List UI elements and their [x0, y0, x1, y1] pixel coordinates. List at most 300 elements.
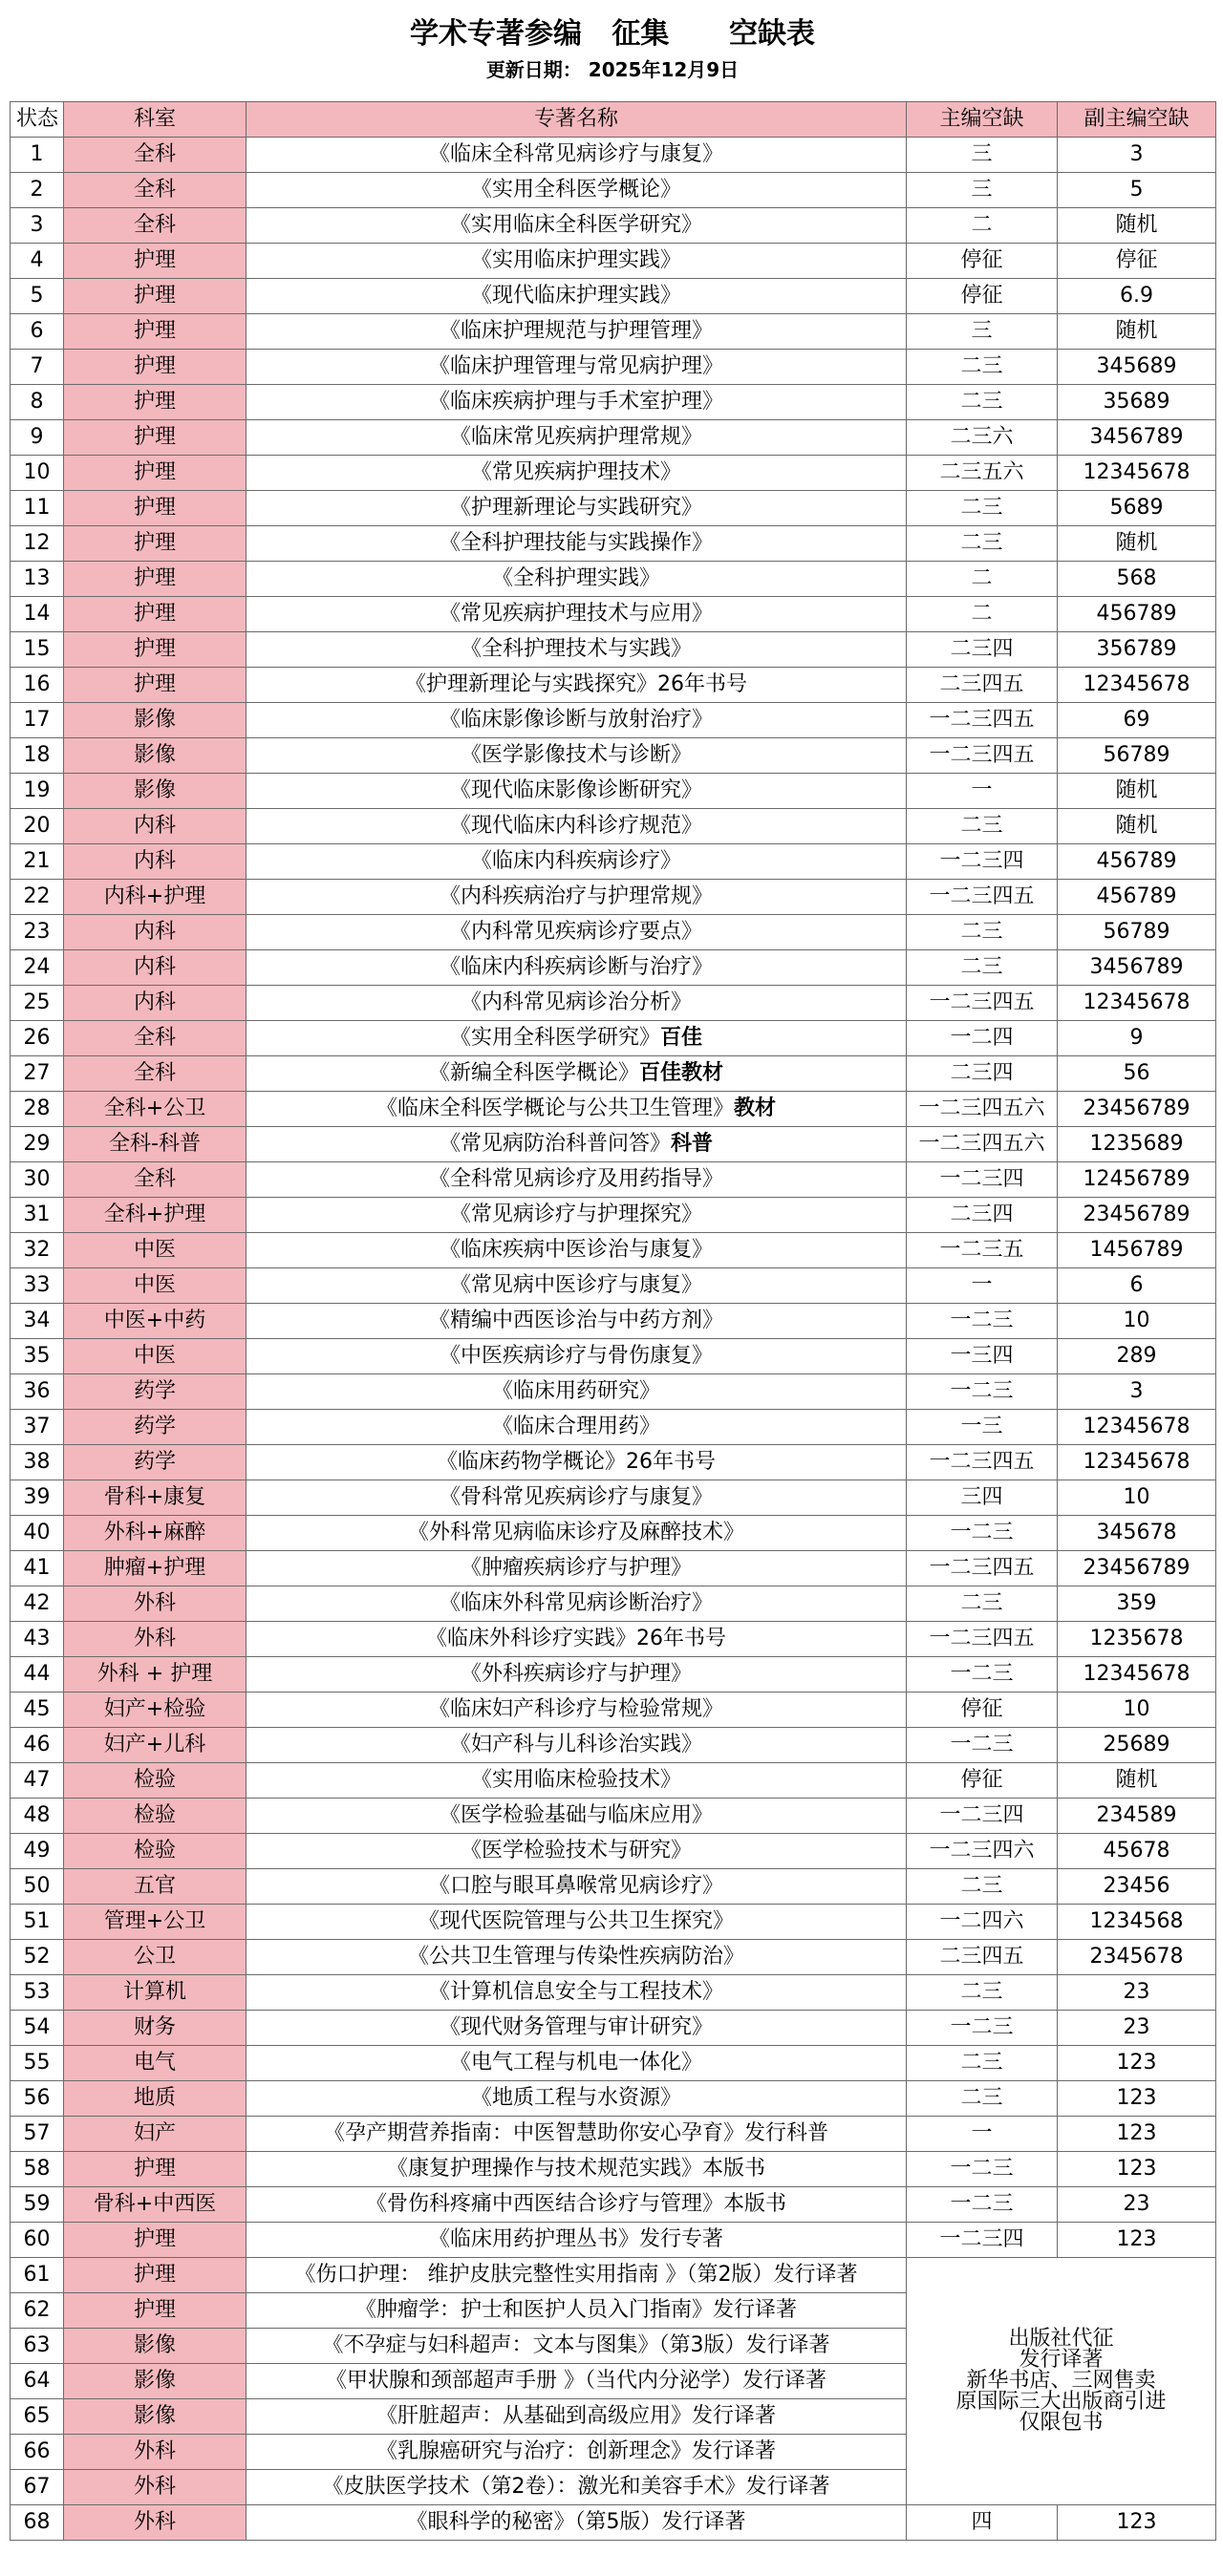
- sheet-header: [10, 8, 1215, 101]
- book-title-cell: [247, 1021, 907, 1056]
- table-row: [11, 1021, 1216, 1056]
- book-title-cell: [247, 1339, 907, 1374]
- book-title-cell: [247, 844, 907, 880]
- chief-editor-vacancy: 一二三四: [907, 844, 1058, 880]
- row-number: 37: [11, 1410, 64, 1445]
- row-number: 56: [11, 2081, 64, 2117]
- table-row: [11, 2152, 1216, 2187]
- department-cell: 地质: [64, 2081, 247, 2117]
- chief-editor-vacancy: 一二三四五: [907, 738, 1058, 774]
- row-number: 22: [11, 880, 64, 915]
- department-cell: 外科: [64, 2505, 247, 2541]
- deputy-editor-vacancy: 随机: [1058, 314, 1216, 350]
- row-number: 54: [11, 2011, 64, 2046]
- update-date: 更新日期： 2025年12月9日: [485, 58, 740, 81]
- chief-editor-vacancy: 一二三四五六: [907, 1127, 1058, 1162]
- deputy-editor-vacancy: 10: [1058, 1692, 1216, 1728]
- deputy-editor-vacancy: 359: [1058, 1586, 1216, 1622]
- row-number: 30: [11, 1162, 64, 1198]
- book-title: 《乳腺癌研究与治疗：创新理念》发行译著: [375, 2439, 776, 2463]
- deputy-editor-vacancy: 1235678: [1058, 1622, 1216, 1657]
- chief-editor-vacancy: 一二三四六: [907, 1834, 1058, 1869]
- department-cell: 影像: [64, 2399, 247, 2435]
- deputy-editor-vacancy: 3456789: [1058, 950, 1216, 986]
- book-title: 《现代临床护理实践》: [470, 284, 681, 308]
- book-title-cell: [247, 1445, 907, 1480]
- book-title-highlight: 科普: [671, 1132, 714, 1156]
- book-title: 《常见疾病护理技术》: [470, 460, 681, 484]
- chief-editor-vacancy: 一: [907, 1268, 1058, 1304]
- book-title: 《全科护理实践》: [491, 566, 660, 590]
- chief-editor-vacancy: 一二三: [907, 2011, 1058, 2046]
- book-title-cell: [247, 562, 907, 597]
- book-title: 《现代临床内科诊疗规范》: [449, 814, 702, 838]
- row-number: 23: [11, 915, 64, 950]
- book-title: 《骨科常见疾病诊疗与康复》: [439, 1485, 713, 1509]
- chief-editor-vacancy: 三四: [907, 1480, 1058, 1516]
- row-number: 64: [11, 2364, 64, 2399]
- book-title: 《中医疾病诊疗与骨伤康复》: [439, 1344, 713, 1368]
- department-cell: 护理: [64, 562, 247, 597]
- table-row: [11, 915, 1216, 950]
- table-row: [11, 2187, 1216, 2223]
- table-row: [11, 1728, 1216, 1763]
- chief-editor-vacancy: 一二三四五: [907, 880, 1058, 915]
- chief-editor-vacancy: 二三四: [907, 1056, 1058, 1092]
- chief-editor-vacancy: 二: [907, 562, 1058, 597]
- row-number: 61: [11, 2258, 64, 2293]
- book-title-cell: [247, 314, 907, 350]
- deputy-editor-vacancy: 2345678: [1058, 1940, 1216, 1975]
- book-title-cell: [247, 1198, 907, 1233]
- book-title-cell: [247, 632, 907, 668]
- book-title-highlight: 教材: [734, 1096, 777, 1120]
- table-row: [11, 2011, 1216, 2046]
- deputy-editor-vacancy: 123: [1058, 2046, 1216, 2081]
- book-title: 《临床外科诊疗实践》26年书号: [426, 1627, 726, 1650]
- row-number: 5: [11, 279, 64, 314]
- department-cell: 中医: [64, 1233, 247, 1268]
- book-title-cell: [247, 385, 907, 420]
- book-title: 《临床常见疾病护理常规》: [449, 425, 702, 449]
- row-number: 33: [11, 1268, 64, 1304]
- chief-editor-vacancy: 二三: [907, 915, 1058, 950]
- deputy-editor-vacancy: 12345678: [1058, 986, 1216, 1021]
- row-number: 66: [11, 2435, 64, 2470]
- book-title: 《甲状腺和颈部超声手册 》（当代内分泌学）发行译著: [326, 2369, 826, 2393]
- department-cell: 电气: [64, 2046, 247, 2081]
- row-number: 13: [11, 562, 64, 597]
- book-title: 《地质工程与水资源》: [470, 2086, 681, 2110]
- row-number: 47: [11, 1763, 64, 1799]
- row-number: 52: [11, 1940, 64, 1975]
- chief-editor-vacancy: 二: [907, 597, 1058, 632]
- book-title: 《内科疾病治疗与护理常规》: [439, 884, 713, 908]
- row-number: 6: [11, 314, 64, 350]
- book-title: 《现代医院管理与公共卫生探究》: [418, 1909, 734, 1933]
- deputy-editor-vacancy: 12456789: [1058, 1162, 1216, 1198]
- note-line: 出版社代征: [1008, 2327, 1114, 2351]
- book-title: 《临床用药护理丛书》发行专著: [428, 2227, 723, 2251]
- col-header-deputy-vacancy: 副主编空缺: [1058, 102, 1216, 138]
- book-title: 《康复护理操作与技术规范实践》本版书: [386, 2157, 765, 2181]
- book-title: 《伤口护理： 维护皮肤完整性实用指南 》（第2版）发行译著: [294, 2263, 858, 2287]
- department-cell: 财务: [64, 2011, 247, 2046]
- deputy-editor-vacancy: 23: [1058, 2011, 1216, 2046]
- department-cell: 妇产+检验: [64, 1692, 247, 1728]
- department-cell: 护理: [64, 314, 247, 350]
- book-title: 《实用临床全科医学研究》: [449, 213, 702, 237]
- chief-editor-vacancy: 二三: [907, 385, 1058, 420]
- book-title-highlight: 百佳: [660, 1026, 703, 1050]
- deputy-editor-vacancy: 56789: [1058, 738, 1216, 774]
- book-title-cell: [247, 2435, 907, 2470]
- deputy-editor-vacancy: 23456: [1058, 1869, 1216, 1905]
- table-row: [11, 1445, 1216, 1480]
- book-title-cell: [247, 1657, 907, 1692]
- book-title: 《眼科学的秘密》（第5版）发行译著: [406, 2510, 746, 2534]
- row-number: 67: [11, 2470, 64, 2505]
- table-row: [11, 986, 1216, 1021]
- book-title: 《妇产科与儿科诊治实践》: [449, 1733, 702, 1756]
- row-number: 26: [11, 1021, 64, 1056]
- book-title: 《肝脏超声：从基础到高级应用》发行译著: [375, 2404, 776, 2428]
- book-title-cell: [247, 244, 907, 279]
- department-cell: 妇产: [64, 2117, 247, 2152]
- row-number: 2: [11, 173, 64, 208]
- table-row: [11, 2258, 1216, 2293]
- deputy-editor-vacancy: 12345678: [1058, 1410, 1216, 1445]
- table-row: [11, 456, 1216, 491]
- book-title-cell: [247, 1162, 907, 1198]
- book-title-cell: [247, 1622, 907, 1657]
- book-title: 《临床护理管理与常见病护理》: [428, 354, 723, 378]
- table-row: [11, 1692, 1216, 1728]
- department-cell: 全科: [64, 138, 247, 173]
- deputy-editor-vacancy: 234589: [1058, 1799, 1216, 1834]
- book-title: 《临床护理规范与护理管理》: [439, 319, 713, 343]
- deputy-editor-vacancy: 1234568: [1058, 1905, 1216, 1940]
- department-cell: 护理: [64, 668, 247, 703]
- book-title: 《护理新理论与实践探究》26年书号: [405, 672, 747, 696]
- deputy-editor-vacancy: 10: [1058, 1304, 1216, 1339]
- chief-editor-vacancy: 一三四: [907, 1339, 1058, 1374]
- deputy-editor-vacancy: 1235689: [1058, 1127, 1216, 1162]
- book-title: 《孕产期营养指南：中医智慧助你安心孕育》发行科普: [323, 2121, 828, 2145]
- row-number: 4: [11, 244, 64, 279]
- book-title: 《外科常见病临床诊疗及麻醉技术》: [407, 1521, 744, 1544]
- row-number: 55: [11, 2046, 64, 2081]
- book-title-cell: [247, 2152, 907, 2187]
- department-cell: 护理: [64, 632, 247, 668]
- book-title: 《全科护理技术与实践》: [460, 637, 692, 661]
- row-number: 44: [11, 1657, 64, 1692]
- row-number: 65: [11, 2399, 64, 2435]
- department-cell: 骨科+康复: [64, 1480, 247, 1516]
- deputy-editor-vacancy: 随机: [1058, 208, 1216, 244]
- deputy-editor-vacancy: 9: [1058, 1021, 1216, 1056]
- row-number: 27: [11, 1056, 64, 1092]
- book-title: 《内科常见病诊治分析》: [460, 990, 692, 1014]
- row-number: 14: [11, 597, 64, 632]
- chief-editor-vacancy: 一: [907, 2117, 1058, 2152]
- book-title-cell: [247, 456, 907, 491]
- table-row: [11, 1551, 1216, 1586]
- table-row: [11, 1869, 1216, 1905]
- book-title-cell: [247, 1127, 907, 1162]
- table-row: [11, 1092, 1216, 1127]
- department-cell: 全科: [64, 208, 247, 244]
- row-number: 9: [11, 420, 64, 456]
- deputy-editor-vacancy: 356789: [1058, 632, 1216, 668]
- book-title: 《临床合理用药》: [491, 1415, 660, 1438]
- table-row: [11, 173, 1216, 208]
- book-title-cell: [247, 420, 907, 456]
- chief-editor-vacancy: 一二三四五: [907, 1622, 1058, 1657]
- book-title: 《常见疾病护理技术与应用》: [439, 602, 713, 626]
- book-title-cell: [247, 703, 907, 738]
- vacancy-table: [10, 101, 1216, 2541]
- department-cell: 外科 + 护理: [64, 1657, 247, 1692]
- deputy-editor-vacancy: 345678: [1058, 1516, 1216, 1551]
- note-line: 仅限包书: [1019, 2411, 1104, 2435]
- department-cell: 护理: [64, 597, 247, 632]
- book-title: 《临床内科疾病诊疗》: [470, 849, 681, 873]
- table-row: [11, 1374, 1216, 1410]
- table-row: [11, 668, 1216, 703]
- book-title-cell: [247, 2011, 907, 2046]
- row-number: 58: [11, 2152, 64, 2187]
- department-cell: 内科: [64, 915, 247, 950]
- table-row: [11, 208, 1216, 244]
- chief-editor-vacancy: 二三四: [907, 1198, 1058, 1233]
- note-line: 新华书店、三网售卖: [966, 2369, 1156, 2393]
- table-row: [11, 1622, 1216, 1657]
- chief-editor-vacancy: 一三: [907, 1410, 1058, 1445]
- book-title: 《临床妇产科诊疗与检验常规》: [428, 1697, 723, 1721]
- col-header-department: 科室: [64, 102, 247, 138]
- book-title: 《临床外科常见病诊断治疗》: [439, 1591, 713, 1615]
- row-number: 18: [11, 738, 64, 774]
- department-cell: 护理: [64, 244, 247, 279]
- row-number: 11: [11, 491, 64, 526]
- department-cell: 妇产+儿科: [64, 1728, 247, 1763]
- department-cell: 全科: [64, 1162, 247, 1198]
- deputy-editor-vacancy: 123: [1058, 2152, 1216, 2187]
- table-row: [11, 385, 1216, 420]
- book-title: 《计算机信息安全与工程技术》: [428, 1980, 723, 2004]
- deputy-editor-vacancy: 56789: [1058, 915, 1216, 950]
- table-row: [11, 1410, 1216, 1445]
- department-cell: 全科-科普: [64, 1127, 247, 1162]
- table-row: [11, 279, 1216, 314]
- deputy-editor-vacancy: 1456789: [1058, 1233, 1216, 1268]
- merged-note-cell: [907, 2258, 1216, 2505]
- table-row: [11, 1056, 1216, 1092]
- row-number: 43: [11, 1622, 64, 1657]
- department-cell: 护理: [64, 279, 247, 314]
- row-number: 45: [11, 1692, 64, 1728]
- table-row: [11, 562, 1216, 597]
- row-number: 31: [11, 1198, 64, 1233]
- book-title-cell: [247, 1092, 907, 1127]
- row-number: 51: [11, 1905, 64, 1940]
- book-title: 《常见病中医诊疗与康复》: [449, 1273, 702, 1297]
- chief-editor-vacancy: 二三: [907, 2081, 1058, 2117]
- book-title-cell: [247, 597, 907, 632]
- deputy-editor-vacancy: 3: [1058, 1374, 1216, 1410]
- table-row: [11, 597, 1216, 632]
- book-title: 《电气工程与机电一体化》: [449, 2051, 702, 2075]
- chief-editor-vacancy: 一二四: [907, 1021, 1058, 1056]
- chief-editor-vacancy: 一二四六: [907, 1905, 1058, 1940]
- chief-editor-vacancy: 二三: [907, 491, 1058, 526]
- department-cell: 护理: [64, 385, 247, 420]
- deputy-editor-vacancy: 23: [1058, 1975, 1216, 2011]
- chief-editor-vacancy: 四: [907, 2505, 1058, 2541]
- row-number: 32: [11, 1233, 64, 1268]
- chief-editor-vacancy: 一二三: [907, 1728, 1058, 1763]
- deputy-editor-vacancy: 123: [1058, 2117, 1216, 2152]
- table-row: [11, 1480, 1216, 1516]
- deputy-editor-vacancy: 123: [1058, 2505, 1216, 2541]
- row-number: 15: [11, 632, 64, 668]
- department-cell: 影像: [64, 2329, 247, 2364]
- department-cell: 肿瘤+护理: [64, 1551, 247, 1586]
- book-title: 《临床用药研究》: [491, 1379, 660, 1403]
- row-number: 12: [11, 526, 64, 562]
- table-row: [11, 1162, 1216, 1198]
- book-title: 《实用临床检验技术》: [470, 1768, 681, 1792]
- book-title: 《公共卫生管理与传染性疾病防治》: [407, 1945, 744, 1969]
- book-title-cell: [247, 1869, 907, 1905]
- chief-editor-vacancy: 一二三四五: [907, 1445, 1058, 1480]
- book-title-cell: [247, 1410, 907, 1445]
- department-cell: 护理: [64, 2223, 247, 2258]
- book-title-cell: [247, 1763, 907, 1799]
- deputy-editor-vacancy: 12345678: [1058, 668, 1216, 703]
- table-row: [11, 1975, 1216, 2011]
- book-title-cell: [247, 2223, 907, 2258]
- department-cell: 外科: [64, 1586, 247, 1622]
- department-cell: 护理: [64, 491, 247, 526]
- book-title-cell: [247, 2364, 907, 2399]
- deputy-editor-vacancy: 12345678: [1058, 456, 1216, 491]
- deputy-editor-vacancy: 456789: [1058, 844, 1216, 880]
- department-cell: 外科: [64, 1622, 247, 1657]
- chief-editor-vacancy: 一二三五: [907, 1233, 1058, 1268]
- chief-editor-vacancy: 二三: [907, 1975, 1058, 2011]
- table-row: [11, 950, 1216, 986]
- row-number: 3: [11, 208, 64, 244]
- table-row: [11, 774, 1216, 809]
- book-title-cell: [247, 2329, 907, 2364]
- book-title-cell: [247, 1516, 907, 1551]
- book-title-cell: [247, 1940, 907, 1975]
- table-body: [11, 138, 1216, 2541]
- deputy-editor-vacancy: 23456789: [1058, 1198, 1216, 1233]
- book-title-cell: [247, 2081, 907, 2117]
- table-row: [11, 1905, 1216, 1940]
- deputy-editor-vacancy: 随机: [1058, 526, 1216, 562]
- chief-editor-vacancy: 二三四五: [907, 668, 1058, 703]
- department-cell: 药学: [64, 1445, 247, 1480]
- deputy-editor-vacancy: 随机: [1058, 809, 1216, 844]
- table-row: [11, 1198, 1216, 1233]
- deputy-editor-vacancy: 69: [1058, 703, 1216, 738]
- deputy-editor-vacancy: 10: [1058, 1480, 1216, 1516]
- chief-editor-vacancy: 一二三四: [907, 1799, 1058, 1834]
- book-title-cell: [247, 208, 907, 244]
- deputy-editor-vacancy: 23: [1058, 2187, 1216, 2223]
- chief-editor-vacancy: 二三四五: [907, 1940, 1058, 1975]
- chief-editor-vacancy: 二三: [907, 809, 1058, 844]
- table-row: [11, 1834, 1216, 1869]
- department-cell: 全科: [64, 1056, 247, 1092]
- deputy-editor-vacancy: 568: [1058, 562, 1216, 597]
- book-title: 《新编全科医学概论》: [428, 1061, 639, 1085]
- book-title-cell: [247, 2399, 907, 2435]
- table-row: [11, 526, 1216, 562]
- chief-editor-vacancy: 一二三四: [907, 2223, 1058, 2258]
- book-title: 《常见病防治科普问答》: [439, 1132, 671, 1156]
- chief-editor-vacancy: 一二三: [907, 1657, 1058, 1692]
- book-title-cell: [247, 1799, 907, 1834]
- col-header-status: 状态: [11, 102, 64, 138]
- department-cell: 影像: [64, 703, 247, 738]
- chief-editor-vacancy: 停征: [907, 279, 1058, 314]
- chief-editor-vacancy: 一二三四五: [907, 1551, 1058, 1586]
- department-cell: 影像: [64, 774, 247, 809]
- chief-editor-vacancy: 一二三四五: [907, 703, 1058, 738]
- deputy-editor-vacancy: 23456789: [1058, 1092, 1216, 1127]
- deputy-editor-vacancy: 12345678: [1058, 1445, 1216, 1480]
- department-cell: 内科+护理: [64, 880, 247, 915]
- book-title-cell: [247, 1692, 907, 1728]
- deputy-editor-vacancy: 6.9: [1058, 279, 1216, 314]
- book-title: 《现代临床影像诊断研究》: [449, 778, 702, 802]
- deputy-editor-vacancy: 23456789: [1058, 1551, 1216, 1586]
- chief-editor-vacancy: 一二三: [907, 2187, 1058, 2223]
- book-title: 《临床内科疾病诊断与治疗》: [439, 955, 713, 979]
- row-number: 24: [11, 950, 64, 986]
- row-number: 42: [11, 1586, 64, 1622]
- book-title: 《肿瘤学：护士和医护人员入门指南》发行译著: [354, 2298, 797, 2322]
- chief-editor-vacancy: 一二三: [907, 2152, 1058, 2187]
- book-title-cell: [247, 1551, 907, 1586]
- book-title: 《实用全科医学概论》: [470, 178, 681, 202]
- table-row: [11, 244, 1216, 279]
- chief-editor-vacancy: 一: [907, 774, 1058, 809]
- department-cell: 外科: [64, 2470, 247, 2505]
- chief-editor-vacancy: 二三六: [907, 420, 1058, 456]
- table-row: [11, 2223, 1216, 2258]
- book-title: 《临床药物学概论》26年书号: [437, 1450, 716, 1474]
- department-cell: 管理+公卫: [64, 1905, 247, 1940]
- chief-editor-vacancy: 二三四: [907, 632, 1058, 668]
- book-title-cell: [247, 1975, 907, 2011]
- row-number: 7: [11, 350, 64, 385]
- department-cell: 五官: [64, 1869, 247, 1905]
- book-title-cell: [247, 915, 907, 950]
- book-title: 《皮肤医学技术（第2卷）：激光和美容手术》发行译著: [322, 2475, 830, 2499]
- book-title-cell: [247, 950, 907, 986]
- book-title-cell: [247, 809, 907, 844]
- department-cell: 中医: [64, 1339, 247, 1374]
- table-row: [11, 350, 1216, 385]
- deputy-editor-vacancy: 45678: [1058, 1834, 1216, 1869]
- chief-editor-vacancy: 三: [907, 314, 1058, 350]
